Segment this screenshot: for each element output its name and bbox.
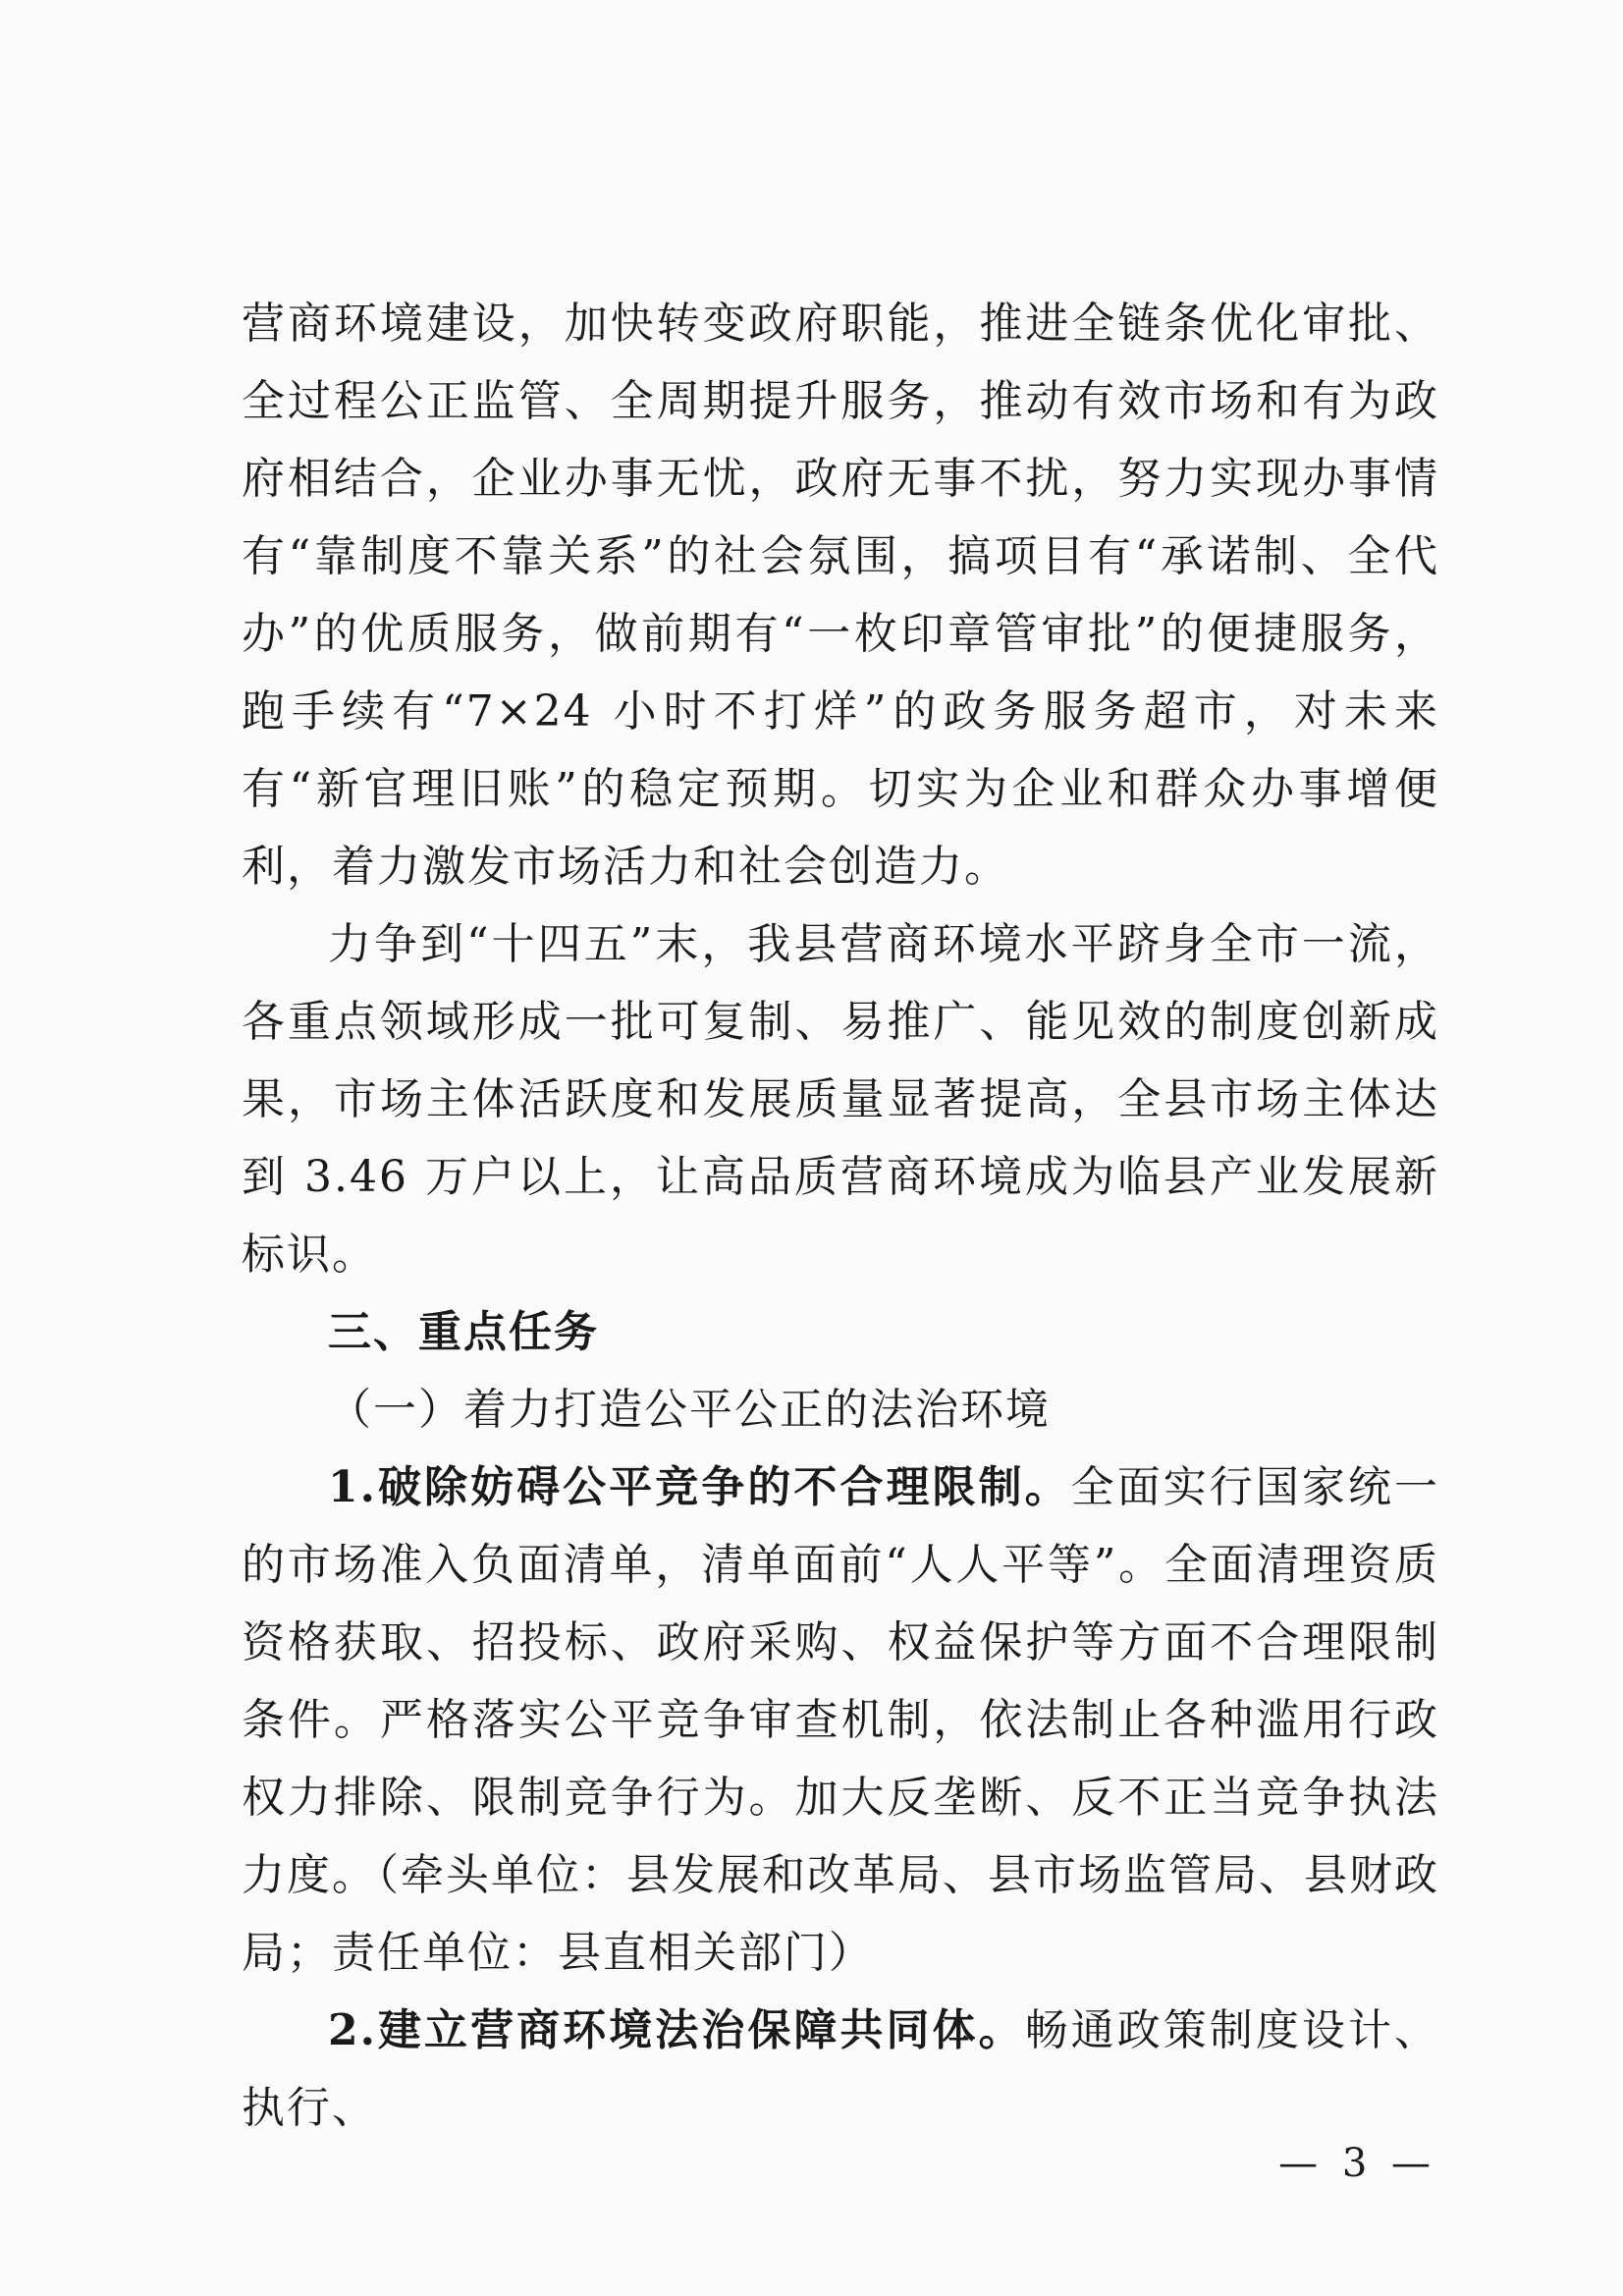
task-item-1 <box>242 1449 1439 1992</box>
task-item-2-body: 畅通政策制度设计、执行、 <box>242 2005 1440 2133</box>
document-body <box>242 285 1439 2147</box>
paragraph-goal: 力争到“十四五”末，我县营商环境水平跻身全市一流，各重点领域形成一批可复制、易推广、能见效的制度创新成果，市场主体活跃度和发展质量显著提高，全县市场主体达到 3.46 万户以上，让高品质营商环境成为临县产业发展新标识。 <box>242 919 1439 1280</box>
page-number: — 3 — <box>1278 2141 1436 2186</box>
task-item-1-body: 全面实行国家统一的市场准入负面清单，清单面前“人人平等”。全面清理资质资格获取、招投标、政府采购、权益保护等方面不合理限制条件。严格落实公平竞争审查机制，依法制止各种滥用行政权力排除、限制竞争行为。加大反垄断、反不正当竞争执法力度。（牵头单位：县发展和改革局、县市场监管局、县财政局；责任单位：县直相关部门） <box>242 1462 1439 1978</box>
paragraph-continuation: 营商环境建设，加快转变政府职能，推进全链条优化审批、全过程公正监管、全周期提升服务，推动有效市场和有为政府相结合，企业办事无忧，政府无事不扰，努力实现办事情有“靠制度不靠关系”的社会氛围，搞项目有“承诺制、全代办”的优质服务，做前期有“一枚印章管审批”的便捷服务，跑手续有“7×24 小时不打烊”的政务服务超市，对未来有“新官理旧账”的稳定预期。切实为企业和群众办事增便利，着力激发市场活力和社会创造力。 <box>242 299 1439 892</box>
section-heading: 三、重点任务 <box>328 1307 599 1357</box>
task-item-2-title: 2.建立营商环境法治保障共同体。 <box>328 2005 1025 2055</box>
task-item-1-title: 1.破除妨碍公平竞争的不合理限制。 <box>328 1462 1071 1512</box>
task-item-2 <box>242 1992 1439 2147</box>
subsection-heading: （一）着力打造公平公正的法治环境 <box>328 1385 1051 1435</box>
